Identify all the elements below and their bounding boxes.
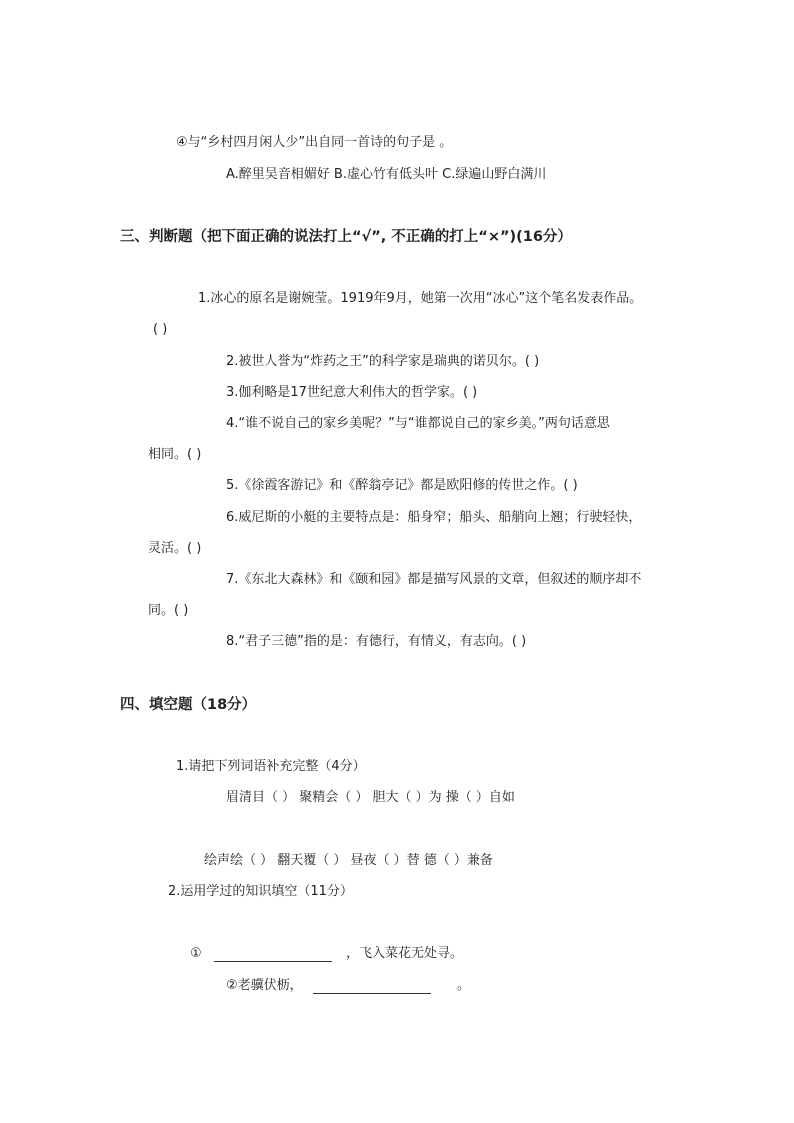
tf-question-8: 8.“君子三德”指的是：有德行，有情义，有志向。( ) xyxy=(226,634,527,649)
tf-question-2: 2.被世人誉为“炸药之王”的科学家是瑞典的诺贝尔。( ) xyxy=(226,354,540,369)
answer-blank-2[interactable] xyxy=(313,981,431,994)
item-2-tail-text: 。 xyxy=(456,978,470,993)
tf-question-3: 3.伽利略是17世纪意大利伟大的哲学家。( ) xyxy=(226,385,478,400)
item-1-number: ① xyxy=(190,946,202,961)
tf-question-5: 5.《徐霞客游记》和《醉翁亭记》都是欧阳修的传世之作。( ) xyxy=(226,478,578,493)
section-3-heading: 三、判断题（把下面正确的说法打上“√”, 不正确的打上“×”)(16分） xyxy=(120,229,572,245)
question-4-options: A.醉里吴音相媚好 B.虚心竹有低头叶 C.绿遍山野白满川 xyxy=(226,167,547,182)
item-2-head-text: ②老骥伏枥， xyxy=(226,978,303,993)
tf-question-6-line2: 灵活。( ) xyxy=(148,541,202,556)
fill-part-2-item-1 xyxy=(190,946,463,962)
tf-question-7-line2: 同。( ) xyxy=(148,603,189,618)
question-4-text: ④与“乡村四月闲人少”出自同一首诗的句子是 。 xyxy=(176,135,453,150)
item-1-tail-text: ，飞入菜花无处寻。 xyxy=(345,946,463,961)
tf-question-4-line1: 4.“谁不说自己的家乡美呢？”与“谁都说自己的家乡美。”两句话意思 xyxy=(226,416,610,431)
fill-part-1-row-1: 眉清目（ ） 聚精会（ ） 胆大（ ）为 操（ ）自如 xyxy=(226,790,515,805)
fill-part-1-title: 1.请把下列词语补充完整（4分） xyxy=(176,759,366,774)
fill-part-2-title: 2.运用学过的知识填空（11分） xyxy=(168,884,353,899)
tf-question-7-line1: 7.《东北大森林》和《颐和园》都是描写风景的文章，但叙述的顺序却不 xyxy=(226,572,642,587)
answer-blank-1[interactable] xyxy=(214,949,332,962)
tf-question-1-line1: 1.冰心的原名是谢婉莹。1919年9月，她第一次用“冰心”这个笔名发表作品。 xyxy=(198,291,643,306)
fill-part-1-row-2: 绘声绘（ ） 翻天覆（ ） 昼夜（ ）替 德（ ）兼备 xyxy=(204,853,493,868)
fill-part-2-item-2 xyxy=(226,978,470,994)
tf-question-4-line2: 相同。( ) xyxy=(148,447,202,462)
tf-question-1-line2: ( ) xyxy=(153,322,168,337)
tf-question-6-line1: 6.威尼斯的小艇的主要特点是：船身窄；船头、船艄向上翘；行驶轻快， xyxy=(226,510,642,525)
section-4-heading: 四、填空题（18分） xyxy=(120,697,257,713)
